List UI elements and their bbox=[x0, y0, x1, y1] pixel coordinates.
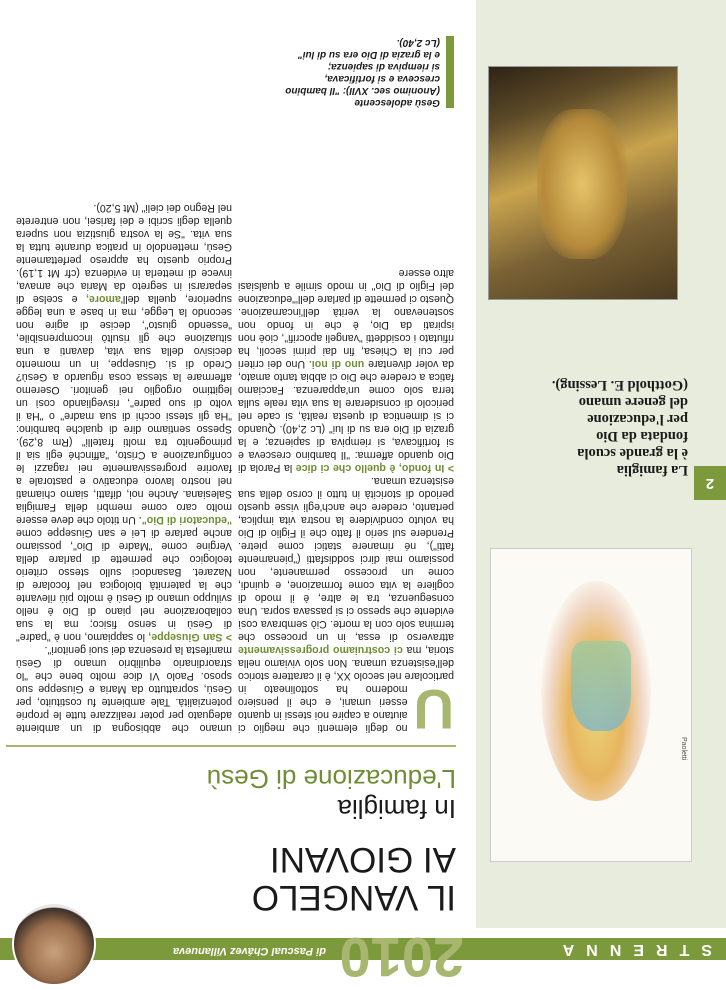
text: umano che abbisogna di un ambiente adeguato per poter realizzare tutte le proprie potenzialità. Tale ambiente fu costituito, per Gesù, soprattutto da Maria e Giuseppe suo sposo. Paolo VI dice molto bene che "lo straordinario equilibrio umano di Gesù manifesta la presenza dei suoi genitori". bbox=[16, 644, 232, 734]
caption-line: (Anonimo sec. XVII): "Il bambino bbox=[285, 85, 440, 96]
text: attraverso di essa, in un processo che termina solo con la morte. Ciò sembrava così evidente che spesso ci si passava sopra. Una conseguenza, tra le altre, è il modo di cogliere la vita come formazione, e quindi, come un processo permanente, non possiamo mai dirci soddisfatti ("pienamente fatti"), né rimanere statici come pietre. Prendere sul serio il fatto che il Figlio di Dio ha voluto condividere la nostra vita implica, pertanto, credere che anch'egli visse questo periodo di storicità in tutto il corso della sua esistenza umana. bbox=[238, 475, 454, 643]
paragraph bbox=[16, 201, 232, 643]
painting-figure bbox=[537, 109, 627, 259]
caption-line: (Lc 2,40). bbox=[396, 37, 440, 48]
illustration-credit: Paoletti bbox=[680, 737, 687, 761]
painting-jesus-adolescent bbox=[488, 66, 678, 300]
caption-line: Gesù adolescente bbox=[354, 97, 440, 108]
subtitle-line: In famiglia bbox=[337, 794, 456, 824]
text: Uno dei criteri per cui la Chiesa, fin dai primi secoli, ha rifiutato i cosiddetti "vangeli apocrifi", cioè non ispirati da Dio, è che in fondo non sostenevano la verità dell'incarnazione. Questo ci permette di parlare dell'"educazione del Figlio di Dio" in modo simile a qualsiasi altro essere bbox=[237, 267, 454, 370]
header-band bbox=[0, 928, 726, 990]
quote-line: è la grande scuola bbox=[577, 445, 688, 461]
caption-line: cresceva e si fortificava, bbox=[324, 73, 440, 84]
quote-line: per l'educazione bbox=[587, 411, 688, 427]
section-lead: > In fondo, è quello che ci dice bbox=[295, 462, 454, 474]
page-number: 2 bbox=[694, 466, 726, 500]
text: Un titolo che deve essere molto caro come membri della Famiglia Salesiana. Anche noi, difatti, siamo chiamati nel nostro lavoro educativo e pastorale a favorire progressivamente nei ragazzi le configurazione a Cristo, "affinché egli sia il primogenito tra molti fratelli" (Rm 8,29). Spesso sentiamo dire di qualche bambino: "Ha gli stessi occhi di sua madre" o "Ha il volto di suo padre", risvegliando così un legittimo orgoglio nei genitori. Oseremo affermare la stessa cosa riguardo a Gesù? Credo di sì. Giuseppe, in un momento decisivo della sua vita, davanti a una situazione che gli risultò incomprensibile, "essendo giusto", decise di agire non secondo la Legge, ma in base a una legge superiore, quella dell' bbox=[16, 293, 232, 526]
text: no degli elementi che meglio ci aiutano a capire noi stessi in quanto esseri umani, e che il pensiero moderno ha sottolineato in particolare nel secolo XX, è il carattere storico dell'esistenza umana. Non solo viviamo nella storia, ma bbox=[238, 644, 454, 734]
subtitle-line: L'educazione di Gesù bbox=[206, 764, 456, 794]
title-line: AI GIOVANI bbox=[269, 840, 456, 879]
illustration-top bbox=[490, 548, 692, 862]
caption-line: si riempiva di sapienza; bbox=[327, 61, 440, 72]
quote-line: La famiglia bbox=[616, 462, 688, 478]
drop-cap: U bbox=[413, 678, 454, 741]
paragraph bbox=[238, 266, 454, 474]
brand-label: STRENNA bbox=[550, 941, 712, 958]
title-line: IL VANGELO bbox=[251, 878, 456, 917]
text: lo sappiamo, non è "padre" di Gesù in senso fisico; ma la sua collaborazione nel piano di Dio è nello sviluppo umano di Gesù è molto più rilevante che la paternità biologica nel focolare di Nazaret. Basandoci sullo stesso criterio teologico che permette di parlare della Vergine come "Madre di Dio", possiamo anche parlare di Lei e san Giuseppe come bbox=[16, 527, 232, 643]
highlight: "educatori di Dio". bbox=[138, 514, 232, 526]
highlight: amore, bbox=[86, 293, 121, 305]
paragraph bbox=[238, 474, 454, 741]
paragraph bbox=[16, 643, 232, 734]
quote-line: fondata da Dio bbox=[596, 428, 688, 444]
text-column-1 bbox=[237, 266, 454, 741]
caption-line: e la grazia di Dio era su di lui" bbox=[297, 49, 440, 60]
author-byline: di Pascual Chávez Villanueva bbox=[172, 945, 326, 957]
sidebar bbox=[476, 0, 726, 928]
title-rule bbox=[6, 745, 456, 747]
article-title bbox=[16, 764, 456, 916]
highlight: ci costruiamo progressivamente bbox=[238, 644, 403, 656]
pull-quote bbox=[488, 376, 688, 478]
year-label: 2010 bbox=[339, 926, 464, 989]
text: la Parola di Dio quando afferma: "Il bambino cresceva e si fortificava, si riempiva di sapienza; e la grazia di Dio era su di lui" (Lc 2,40). Quando ci si dimentica di questa realtà, si cade nel pericolo di considerare la sua vita reale sulla terra solo come un'apparenza. Facciamo fatica a credere che Dio ci abbia tanto amato, da voler diventare bbox=[237, 358, 454, 474]
figure-caption bbox=[224, 36, 454, 108]
text: e scelse di separarsi in segreto da Maria che amava, invece di metterla in evidenza (cfr Mt 1,19). Proprio questo ha appreso perfettamente Gesù, mettendolo in pratica durante tutta la sua vita. "Se la vostra giustizia non supera quella degli scribi e dei farisei, non entrerete nel Regno dei cieli" (Mt 5,20). bbox=[16, 202, 232, 305]
illustration-figure bbox=[571, 641, 631, 731]
text-column-2 bbox=[16, 201, 232, 734]
quote-line: del genere umano bbox=[578, 394, 688, 410]
highlight: uno di noi. bbox=[308, 358, 365, 370]
quote-line: (Gotthold E. Lessing). bbox=[551, 377, 688, 393]
section-lead: > San Giuseppe, bbox=[148, 631, 232, 643]
